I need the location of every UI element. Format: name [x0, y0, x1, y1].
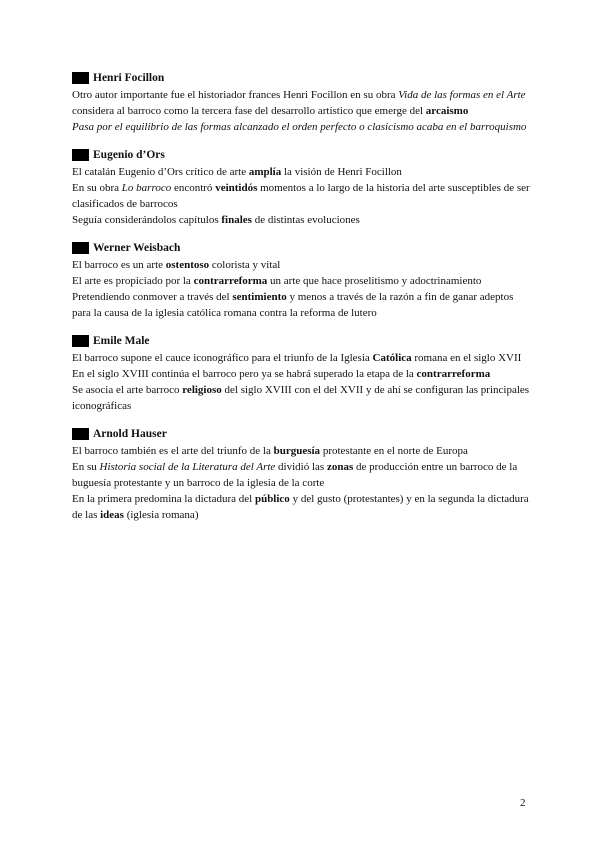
text-run: El arte es propiciado por la — [72, 275, 194, 287]
bold-text: ideas — [100, 509, 124, 521]
bold-text: público — [254, 493, 290, 505]
bold-text: Católica — [372, 352, 412, 364]
text-run: de producción entre un barroco de la buguesía protestante y un barroco de la iglesia de la corte — [72, 461, 518, 489]
heading-bullet-icon — [72, 149, 89, 161]
text-run: romana en el siglo XVII — [411, 352, 522, 364]
text-run: En el siglo XVIII continúa el barroco pero ya se habrá superado la etapa de la — [72, 368, 417, 380]
text-run: En su — [72, 461, 100, 473]
section-heading — [72, 147, 532, 163]
document-body — [72, 70, 532, 535]
paragraph — [72, 212, 532, 228]
section-title: Henri Focillon — [93, 72, 165, 84]
text-run: momentos a lo largo de la historia del arte susceptibles de ser clasificados de barrocos — [72, 182, 530, 210]
bold-text: sentimiento — [232, 291, 287, 303]
paragraph — [72, 350, 532, 366]
text-run: de distintas evoluciones — [251, 214, 360, 226]
text-run: del siglo XVIII con el del XVII y de ahí se configuran las principales iconográficas — [72, 384, 530, 412]
section — [72, 240, 532, 321]
paragraph — [72, 273, 532, 289]
heading-bullet-icon — [72, 335, 89, 347]
text-run: El barroco también es el arte del triunfo de la — [72, 445, 274, 457]
text-run: (iglesia romana) — [123, 509, 199, 521]
bold-text: finales — [221, 214, 252, 226]
section-heading — [72, 426, 532, 442]
section-title: Arnold Hauser — [93, 428, 167, 440]
italic-text: Vida de las formas en el Arte — [398, 89, 526, 101]
text-run: El catalán Eugenio d’Ors crítico de arte — [72, 166, 249, 178]
bold-text: arcaismo — [425, 105, 469, 117]
section — [72, 70, 532, 135]
italic-text: Lo barroco — [121, 182, 172, 194]
bold-text: burguesía — [273, 445, 321, 457]
text-run: y del gusto (protestantes) y en la segunda la dictadura de las — [72, 493, 529, 521]
paragraph — [72, 289, 532, 321]
text-run: Otro autor importante fue el historiador frances Henri Focillon en su obra — [72, 89, 399, 101]
heading-bullet-icon — [72, 242, 89, 254]
bold-text: zonas — [326, 461, 354, 473]
text-run: Pretendiendo conmover a través del — [72, 291, 233, 303]
section-title: Werner Weisbach — [93, 242, 181, 254]
section-heading — [72, 240, 532, 256]
bold-text: amplía — [248, 166, 282, 178]
italic-text: Pasa por el equilibrio de las formas alcanzado el orden perfecto o clasicismo acaba en el barroquismo — [72, 121, 527, 133]
text-run: Seguía considerándolos capítulos — [72, 214, 222, 226]
bold-text: contrarreforma — [193, 275, 268, 287]
paragraph — [72, 382, 532, 414]
text-run: y menos a través de la razón a fin de ganar adeptos para la causa de la iglesia católica romana contra la reforma de lutero — [72, 291, 514, 319]
section-heading — [72, 70, 532, 86]
paragraph — [72, 119, 532, 135]
section-title: Emile Male — [93, 335, 150, 347]
text-run: En la primera predomina la dictadura del — [72, 493, 255, 505]
text-run: la visión de Henri Focillon — [281, 166, 402, 178]
paragraph — [72, 366, 532, 382]
text-run: considera al barroco como la tercera fase del desarrollo artístico que emerge del — [72, 105, 426, 117]
paragraph — [72, 443, 532, 459]
bold-text: contrarreforma — [416, 368, 491, 380]
paragraph — [72, 491, 532, 523]
section-heading — [72, 333, 532, 349]
page-number: 2 — [520, 797, 526, 809]
bold-text: veintidós — [215, 182, 258, 194]
paragraph — [72, 180, 532, 212]
section — [72, 147, 532, 228]
paragraph — [72, 164, 532, 180]
paragraph — [72, 87, 532, 119]
section — [72, 333, 532, 414]
text-run: protestante en el norte de Europa — [320, 445, 468, 457]
text-run: El barroco supone el cauce iconográfico para el triunfo de la Iglesia — [72, 352, 373, 364]
heading-bullet-icon — [72, 72, 89, 84]
text-run: Se asocia el arte barroco — [72, 384, 183, 396]
bold-text: religioso — [182, 384, 222, 396]
text-run: En su obra — [72, 182, 122, 194]
text-run: un arte que hace proselitismo y adoctrinamiento — [267, 275, 482, 287]
text-run: dividió las — [275, 461, 327, 473]
text-run: encontró — [171, 182, 216, 194]
heading-bullet-icon — [72, 428, 89, 440]
text-run: El barroco es un arte — [72, 259, 166, 271]
paragraph — [72, 459, 532, 491]
section — [72, 426, 532, 523]
italic-text: Historia social de la Literatura del Arte — [99, 461, 276, 473]
paragraph — [72, 257, 532, 273]
bold-text: ostentoso — [165, 259, 210, 271]
section-title: Eugenio d’Ors — [93, 149, 165, 161]
text-run: colorista y vital — [209, 259, 281, 271]
